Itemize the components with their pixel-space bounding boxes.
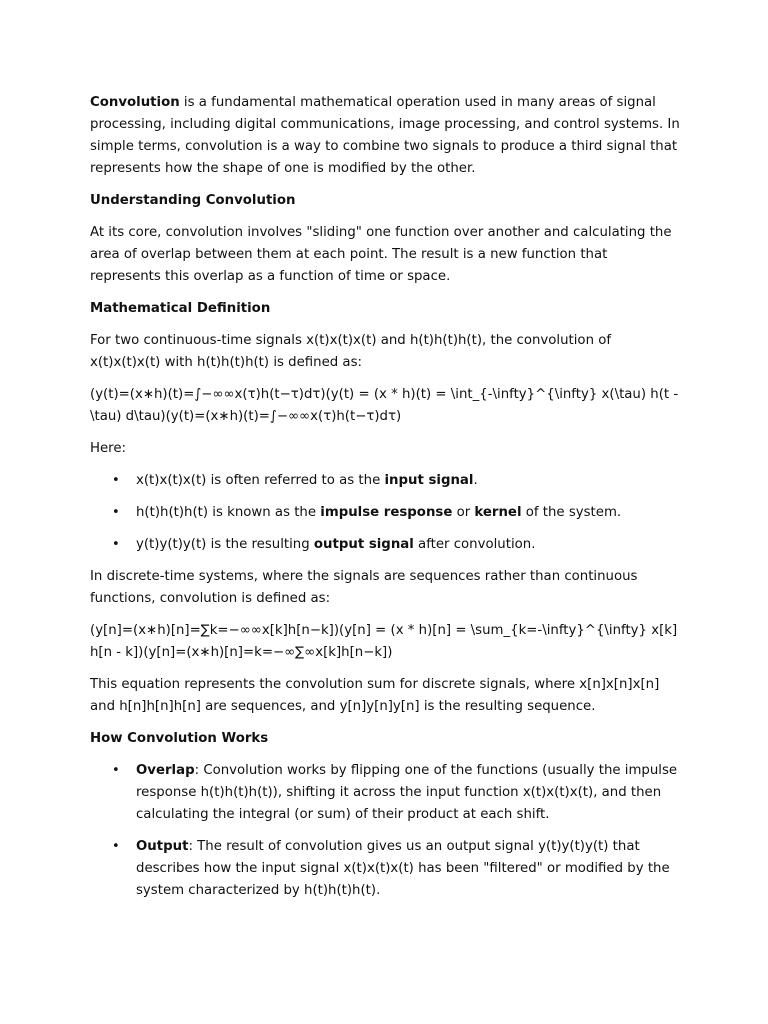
list-item-text: h(t)h(t)h(t) is known as the: [136, 505, 321, 520]
signal-definition-list: [90, 470, 680, 556]
heading-understanding-convolution: Understanding Convolution: [90, 193, 296, 208]
intro-paragraph: [90, 92, 680, 180]
list-item: [90, 760, 680, 826]
list-item-text: : The result of convolution gives us an output signal y(t)y(t)y(t) that describes how the input signal x(t)x(t)x(t) has been "filtered" or modified by the system characterized by h(t)h(t)h(t).: [136, 839, 670, 898]
discrete-formula: (y[n]=(x∗h)[n]=∑k=−∞∞x[k]h[n−k])(y[n] = (x * h)[n] = \sum_{k=-\infty}^{\infty} x[k] h[n - k])(y[n]=(x∗h)[n]=k=−∞∑∞x[k]h[n−k]): [90, 623, 678, 660]
list-item-text: y(t)y(t)y(t) is the resulting: [136, 537, 314, 552]
list-item: [90, 836, 680, 902]
how-it-works-list: [90, 760, 680, 902]
discrete-note-paragraph: This equation represents the convolution sum for discrete signals, where x[n]x[n]x[n] and h[n]h[n]h[n] are sequences, and y[n]y[n]y[n] is the resulting sequence.: [90, 677, 660, 714]
bullet-icon: •: [112, 839, 120, 854]
list-item-bold: Overlap: [136, 763, 195, 778]
list-item-text: after convolution.: [413, 537, 536, 552]
discrete-intro-paragraph: In discrete-time systems, where the signals are sequences rather than continuous functions, convolution is defined as:: [90, 569, 638, 606]
definition-paragraph: For two continuous-time signals x(t)x(t)x(t) and h(t)h(t)h(t), the convolution of x(t)x(t)x(t) with h(t)h(t)h(t) is defined as:: [90, 333, 612, 370]
list-item-bold: output signal: [313, 537, 414, 552]
heading-how-convolution-works: How Convolution Works: [90, 731, 269, 746]
continuous-formula: (y(t)=(x∗h)(t)=∫−∞∞x(τ)h(t−τ)dτ)(y(t) = (x * h)(t) = \int_{-\infty}^{\infty} x(\tau) h(t - \tau) d\tau)(y(t)=(x∗h)(t)=∫−∞∞x(τ)h(t−τ)dτ): [90, 387, 679, 424]
list-item-bold: kernel: [474, 505, 522, 520]
bullet-icon: •: [112, 505, 120, 520]
list-item-text: .: [473, 473, 478, 488]
bullet-icon: •: [112, 537, 120, 552]
bullet-icon: •: [112, 473, 120, 488]
here-label: Here:: [90, 441, 127, 456]
list-item: [90, 502, 680, 524]
list-item-bold: Output: [136, 839, 189, 854]
list-item-text: or: [452, 505, 475, 520]
understanding-paragraph: At its core, convolution involves "sliding" one function over another and calculating the area of overlap between them at each point. The result is a new function that represents this overlap as a function of time or space.: [90, 225, 672, 284]
list-item-text: x(t)x(t)x(t) is often referred to as the: [136, 473, 385, 488]
list-item-bold: input signal: [384, 473, 474, 488]
list-item-text: of the system.: [521, 505, 622, 520]
document-body: [90, 92, 680, 912]
list-item-text: : Convolution works by flipping one of the functions (usually the impulse response h(t)h(t)h(t)), shifting it across the input function x(t)x(t)x(t), and then calculating the integral (or sum) of their product at each shift.: [136, 763, 678, 822]
list-item-bold: impulse response: [320, 505, 453, 520]
list-item: [90, 470, 680, 492]
intro-term: Convolution: [90, 95, 180, 110]
list-item: [90, 534, 680, 556]
intro-text: is a fundamental mathematical operation used in many areas of signal processing, including digital communications, image processing, and control systems. In simple terms, convolution is a way to combine two signals to produce a third signal that represents how the shape of one is modified by the other.: [90, 95, 680, 176]
bullet-icon: •: [112, 763, 120, 778]
heading-mathematical-definition: Mathematical Definition: [90, 301, 271, 316]
